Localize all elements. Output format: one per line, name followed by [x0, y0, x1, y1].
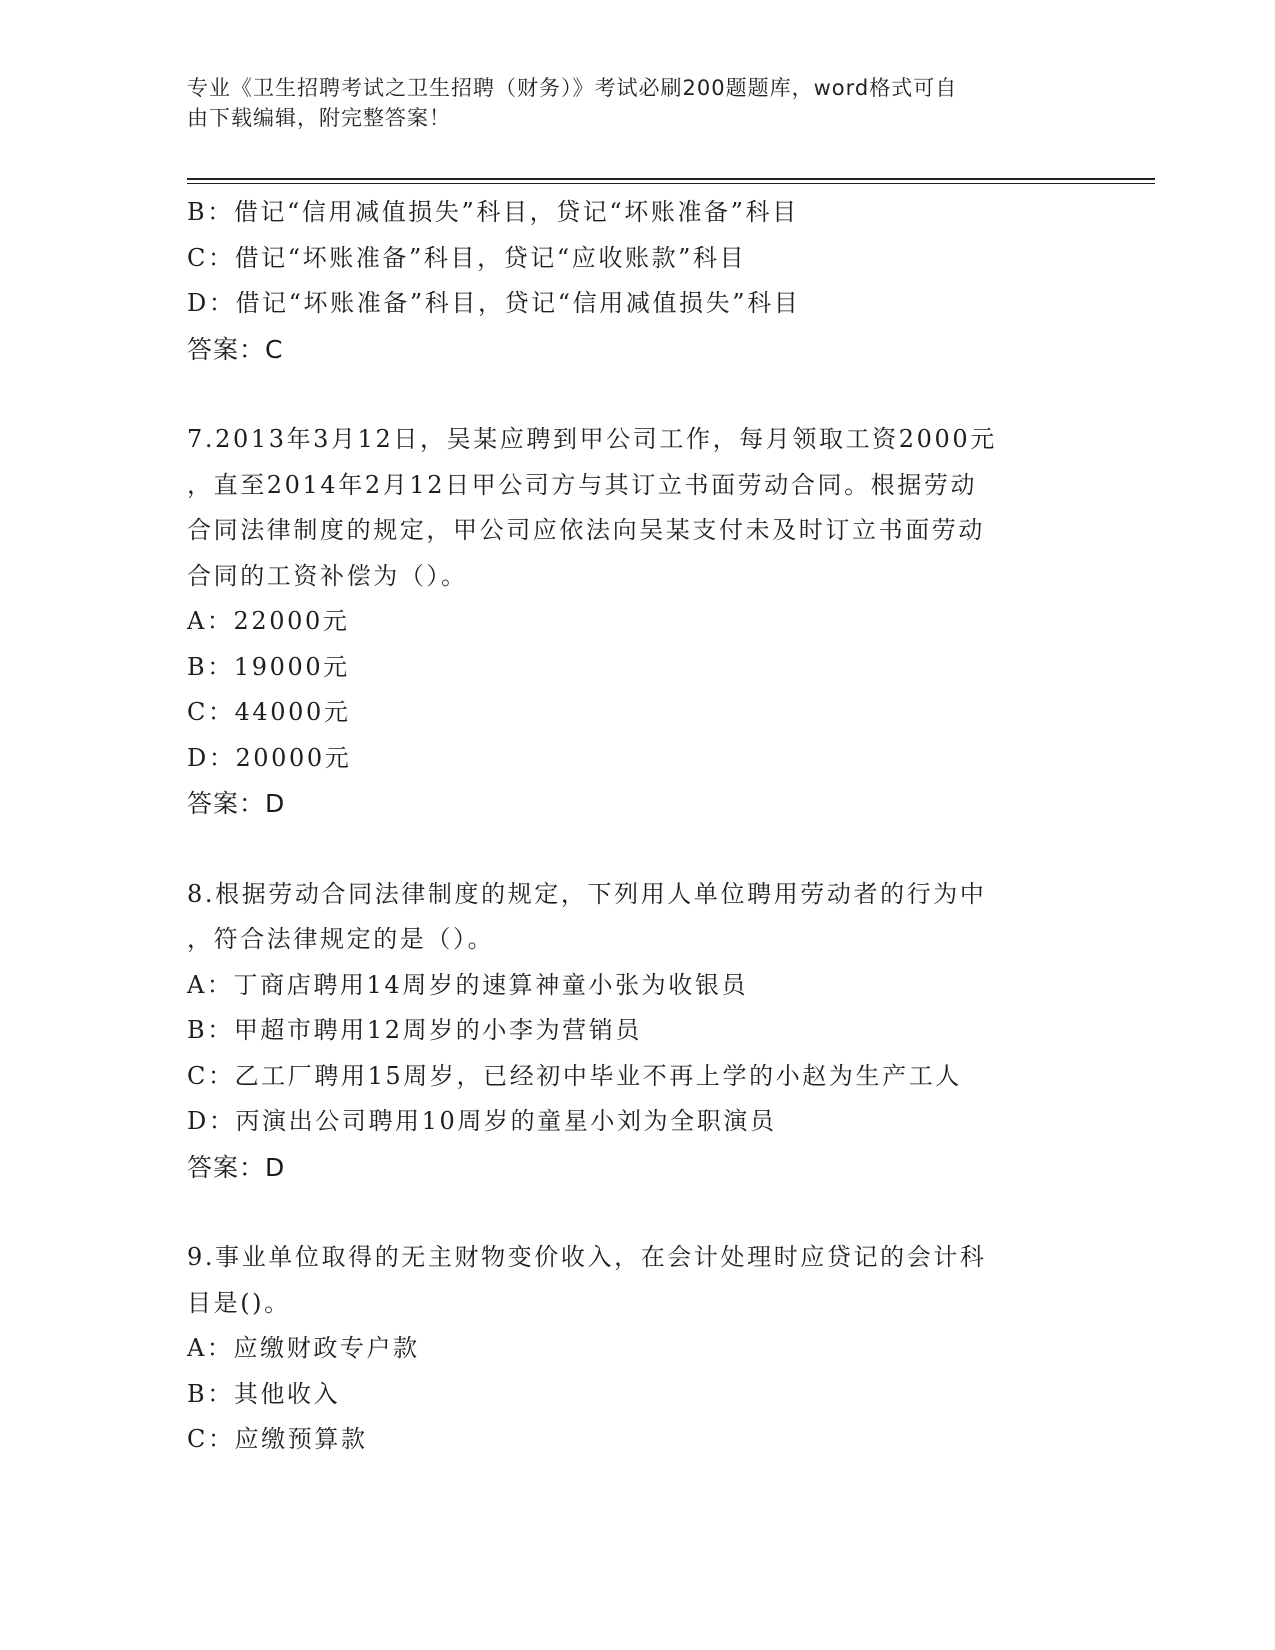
question-text: 目是()。 [187, 1288, 291, 1317]
answer-line: 答案：D [187, 789, 286, 818]
block-spacer [187, 827, 1087, 872]
option-c: C：乙工厂聘用15周岁，已经初中毕业不再上学的小赵为生产工人 [187, 1061, 962, 1090]
question-text: 9.事业单位取得的无主财物变价收入，在会计处理时应贷记的会计科 [187, 1243, 987, 1271]
option-d: D：20000元 [187, 743, 352, 772]
answer-line: 答案：C [187, 334, 284, 364]
option-b: B：其他收入 [187, 1379, 341, 1408]
question-text: 合同的工资补偿为（）。 [187, 561, 468, 590]
document-header [187, 73, 1067, 133]
header-rule-thick [187, 178, 1155, 180]
header-rule-thin [187, 183, 1155, 184]
question-text: ，符合法律规定的是（）。 [187, 925, 495, 953]
question-block-7 [187, 417, 1087, 827]
block-spacer [187, 1190, 1087, 1235]
option-c: C：借记“坏账准备”科目，贷记“应收账款”科目 [187, 243, 747, 272]
answer-line: 答案：D [187, 1152, 286, 1182]
question-text: 7.2013年3月12日，吴某应聘到甲公司工作，每月领取工资2000元 [187, 425, 997, 453]
option-d: D：丙演出公司聘用10周岁的童星小刘为全职演员 [187, 1107, 777, 1135]
option-b: B：借记“信用减值损失”科目，贷记“坏账准备”科目 [187, 198, 799, 226]
option-b: B：19000元 [187, 652, 350, 681]
question-text: ，直至2014年2月12日甲公司方与其订立书面劳动合同。根据劳动 [187, 470, 978, 499]
option-d: D：借记“坏账准备”科目，贷记“信用减值损失”科目 [187, 289, 801, 317]
block-spacer [187, 372, 1087, 417]
option-c: C：44000元 [187, 698, 351, 726]
option-b: B：甲超市聘用12周岁的小李为营销员 [187, 1016, 642, 1044]
header-line-1: 专业《卫生招聘考试之卫生招聘（财务）》考试必刷200题题库，word格式可自 [187, 76, 958, 100]
option-c: C：应缴预算款 [187, 1425, 368, 1453]
question-text: 8.根据劳动合同法律制度的规定，下列用人单位聘用劳动者的行为中 [187, 879, 987, 908]
option-a: A：丁商店聘用14周岁的速算神童小张为收银员 [187, 970, 749, 999]
question-content [187, 190, 1087, 1463]
option-a: A：应缴财政专户款 [187, 1334, 420, 1362]
option-a: A：22000元 [187, 607, 350, 635]
question-block-6 [187, 190, 1087, 372]
question-block-8 [187, 872, 1087, 1191]
question-text: 合同法律制度的规定，甲公司应依法向吴某支付未及时订立书面劳动 [187, 516, 985, 544]
question-block-9 [187, 1235, 1087, 1463]
header-line-2: 由下载编辑，附完整答案！ [187, 106, 451, 130]
